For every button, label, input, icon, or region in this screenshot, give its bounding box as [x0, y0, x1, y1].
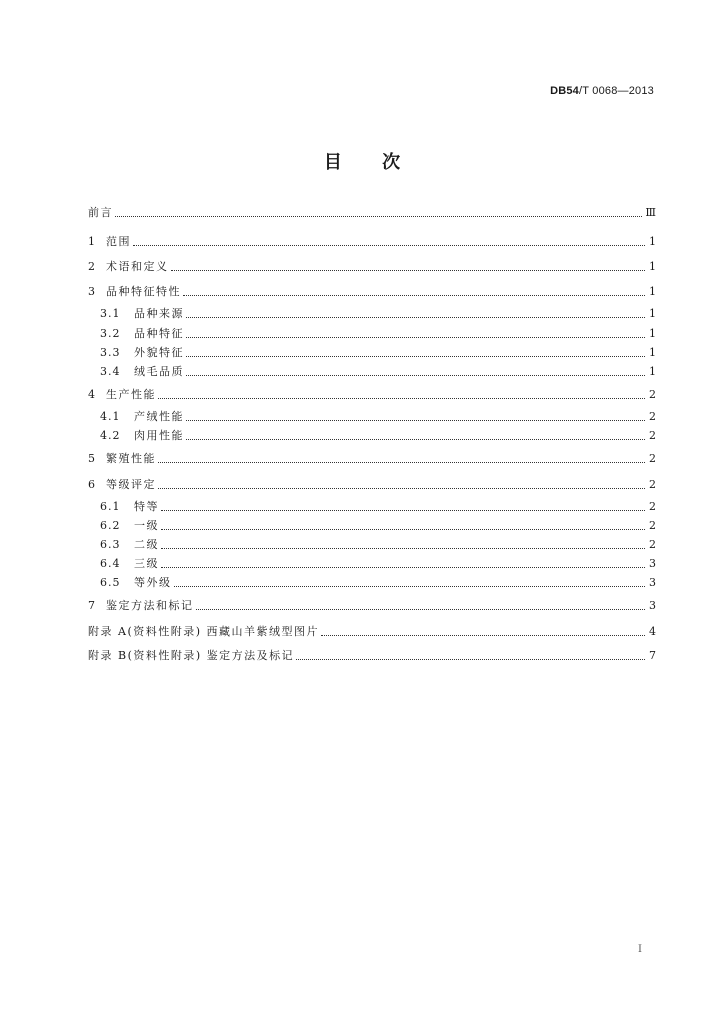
toc-entry-page: 1: [649, 307, 656, 320]
toc-entry-label: 二级: [134, 538, 159, 551]
toc-entry-label: 等级评定: [106, 478, 156, 491]
toc-leader-dots: [186, 429, 645, 443]
toc-entry-6-4[interactable]: [100, 555, 656, 571]
toc-entry-6-1[interactable]: [100, 498, 656, 514]
toc-entry-3-4[interactable]: [100, 363, 656, 379]
toc-entry-appendix-a[interactable]: [88, 623, 656, 639]
toc-entry-number: 1: [88, 235, 95, 248]
toc-entry-7[interactable]: [88, 597, 656, 613]
page-number: I: [638, 944, 642, 955]
toc-entry-6-5[interactable]: [100, 574, 656, 590]
toc-entry-3-1[interactable]: [100, 305, 656, 321]
toc-entry-number: 3: [88, 285, 95, 298]
toc-entry-page: 2: [649, 500, 656, 513]
toc-leader-dots: [186, 346, 645, 360]
toc-leader-dots: [296, 649, 645, 663]
toc-entry-page: 3: [649, 599, 656, 612]
toc-leader-dots: [186, 327, 645, 341]
toc-entry-label: 附录 B(资料性附录) 鉴定方法及标记: [88, 649, 295, 662]
toc-entry-label: 繁殖性能: [106, 452, 156, 465]
toc-entry-label: 产绒性能: [134, 410, 184, 423]
toc-entry-4-2[interactable]: [100, 427, 656, 443]
toc-entry-page: 3: [649, 576, 656, 589]
toc-entry-page: 1: [649, 260, 656, 273]
toc-entry-label: 术语和定义: [106, 260, 169, 273]
toc-leader-dots: [186, 307, 645, 321]
toc-leader-dots: [133, 235, 645, 249]
toc-entry-page: 1: [649, 365, 656, 378]
toc-entry-label: 生产性能: [106, 388, 156, 401]
toc-entry-label: 特等: [134, 500, 159, 513]
toc-entry-6-2[interactable]: [100, 517, 656, 533]
toc-entry-page: 2: [649, 538, 656, 551]
toc-entry-number: 4: [88, 388, 95, 401]
toc-entry-number: 6: [88, 478, 95, 491]
toc-entry-5[interactable]: [88, 450, 656, 466]
toc-entry-label: 品种来源: [134, 307, 184, 320]
toc-entry-label: 绒毛品质: [134, 365, 184, 378]
toc-entry-label: 等外级: [134, 576, 172, 589]
toc-entry-number: 7: [88, 599, 95, 612]
toc-entry-label: 肉用性能: [134, 429, 184, 442]
toc-entry-label: 范围: [106, 235, 131, 248]
document-code: [550, 85, 654, 97]
toc-entry-number: 3.2: [100, 327, 121, 340]
toc-entry-label: 三级: [134, 557, 159, 570]
toc-entry-number: 3.4: [100, 365, 121, 378]
toc-entry-4[interactable]: [88, 386, 656, 402]
toc-entry-number: 6.3: [100, 538, 121, 551]
toc-entry-number: 6.1: [100, 500, 121, 513]
toc-entry-6-3[interactable]: [100, 536, 656, 552]
toc-entry-number: 3.3: [100, 346, 121, 359]
toc-entry-page: 2: [649, 410, 656, 423]
toc-entry-number: 4.1: [100, 410, 121, 423]
toc-leader-dots: [196, 599, 646, 613]
toc-entry-number: 5: [88, 452, 95, 465]
toc-entry-label: 品种特征: [134, 327, 184, 340]
toc-entry-number: 6.2: [100, 519, 121, 532]
toc-entry-page: 4: [649, 625, 656, 638]
document-code-rest: /T 0068—2013: [579, 85, 654, 97]
toc-leader-dots: [158, 388, 645, 402]
toc-leader-dots: [161, 538, 645, 552]
toc-entry-page: Ⅲ: [645, 206, 656, 219]
toc-entry-label: 品种特征特性: [106, 285, 181, 298]
toc-entry-page: 2: [649, 452, 656, 465]
toc-entry-number: 2: [88, 260, 95, 273]
toc-entry-page: 3: [649, 557, 656, 570]
toc-entry-page: 1: [649, 346, 656, 359]
toc-entry-page: 1: [649, 285, 656, 298]
toc-entry-preface[interactable]: [88, 204, 656, 220]
toc-leader-dots: [174, 576, 646, 590]
toc-leader-dots: [186, 365, 645, 379]
toc-entry-label: 鉴定方法和标记: [106, 599, 194, 612]
toc-entry-3-3[interactable]: [100, 344, 656, 360]
toc-leader-dots: [161, 557, 645, 571]
toc-entry-3-2[interactable]: [100, 325, 656, 341]
toc-entry-page: 7: [649, 649, 656, 662]
toc-entry-page: 2: [649, 388, 656, 401]
toc-entry-6[interactable]: [88, 476, 656, 492]
toc-entry-page: 2: [649, 429, 656, 442]
toc-entry-page: 1: [649, 327, 656, 340]
toc-leader-dots: [115, 206, 642, 220]
toc-entry-label: 前言: [88, 206, 113, 219]
toc-entry-page: 2: [649, 519, 656, 532]
toc-leader-dots: [161, 500, 645, 514]
toc-entry-1[interactable]: [88, 233, 656, 249]
toc-leader-dots: [161, 519, 645, 533]
toc-entry-number: 6.4: [100, 557, 121, 570]
toc-entry-number: 6.5: [100, 576, 121, 589]
toc-entry-number: 4.2: [100, 429, 121, 442]
toc-leader-dots: [186, 410, 645, 424]
toc-leader-dots: [183, 285, 645, 299]
toc-entry-label: 外貌特征: [134, 346, 184, 359]
toc-entry-2[interactable]: [88, 258, 656, 274]
toc-leader-dots: [158, 452, 645, 466]
toc-entry-label: 一级: [134, 519, 159, 532]
toc-entry-page: 1: [649, 235, 656, 248]
toc-leader-dots: [158, 478, 645, 492]
document-code-prefix: DB54: [550, 85, 580, 97]
toc-entry-4-1[interactable]: [100, 408, 656, 424]
toc-entry-3[interactable]: [88, 283, 656, 299]
toc-entry-number: 3.1: [100, 307, 121, 320]
toc-entry-label: 附录 A(资料性附录) 西藏山羊紫绒型图片: [88, 625, 320, 638]
toc-leader-dots: [171, 260, 646, 274]
toc-leader-dots: [321, 625, 645, 639]
toc-title: 目 次: [323, 152, 401, 173]
toc-entry-appendix-b[interactable]: [88, 647, 656, 663]
toc-entry-page: 2: [649, 478, 656, 491]
